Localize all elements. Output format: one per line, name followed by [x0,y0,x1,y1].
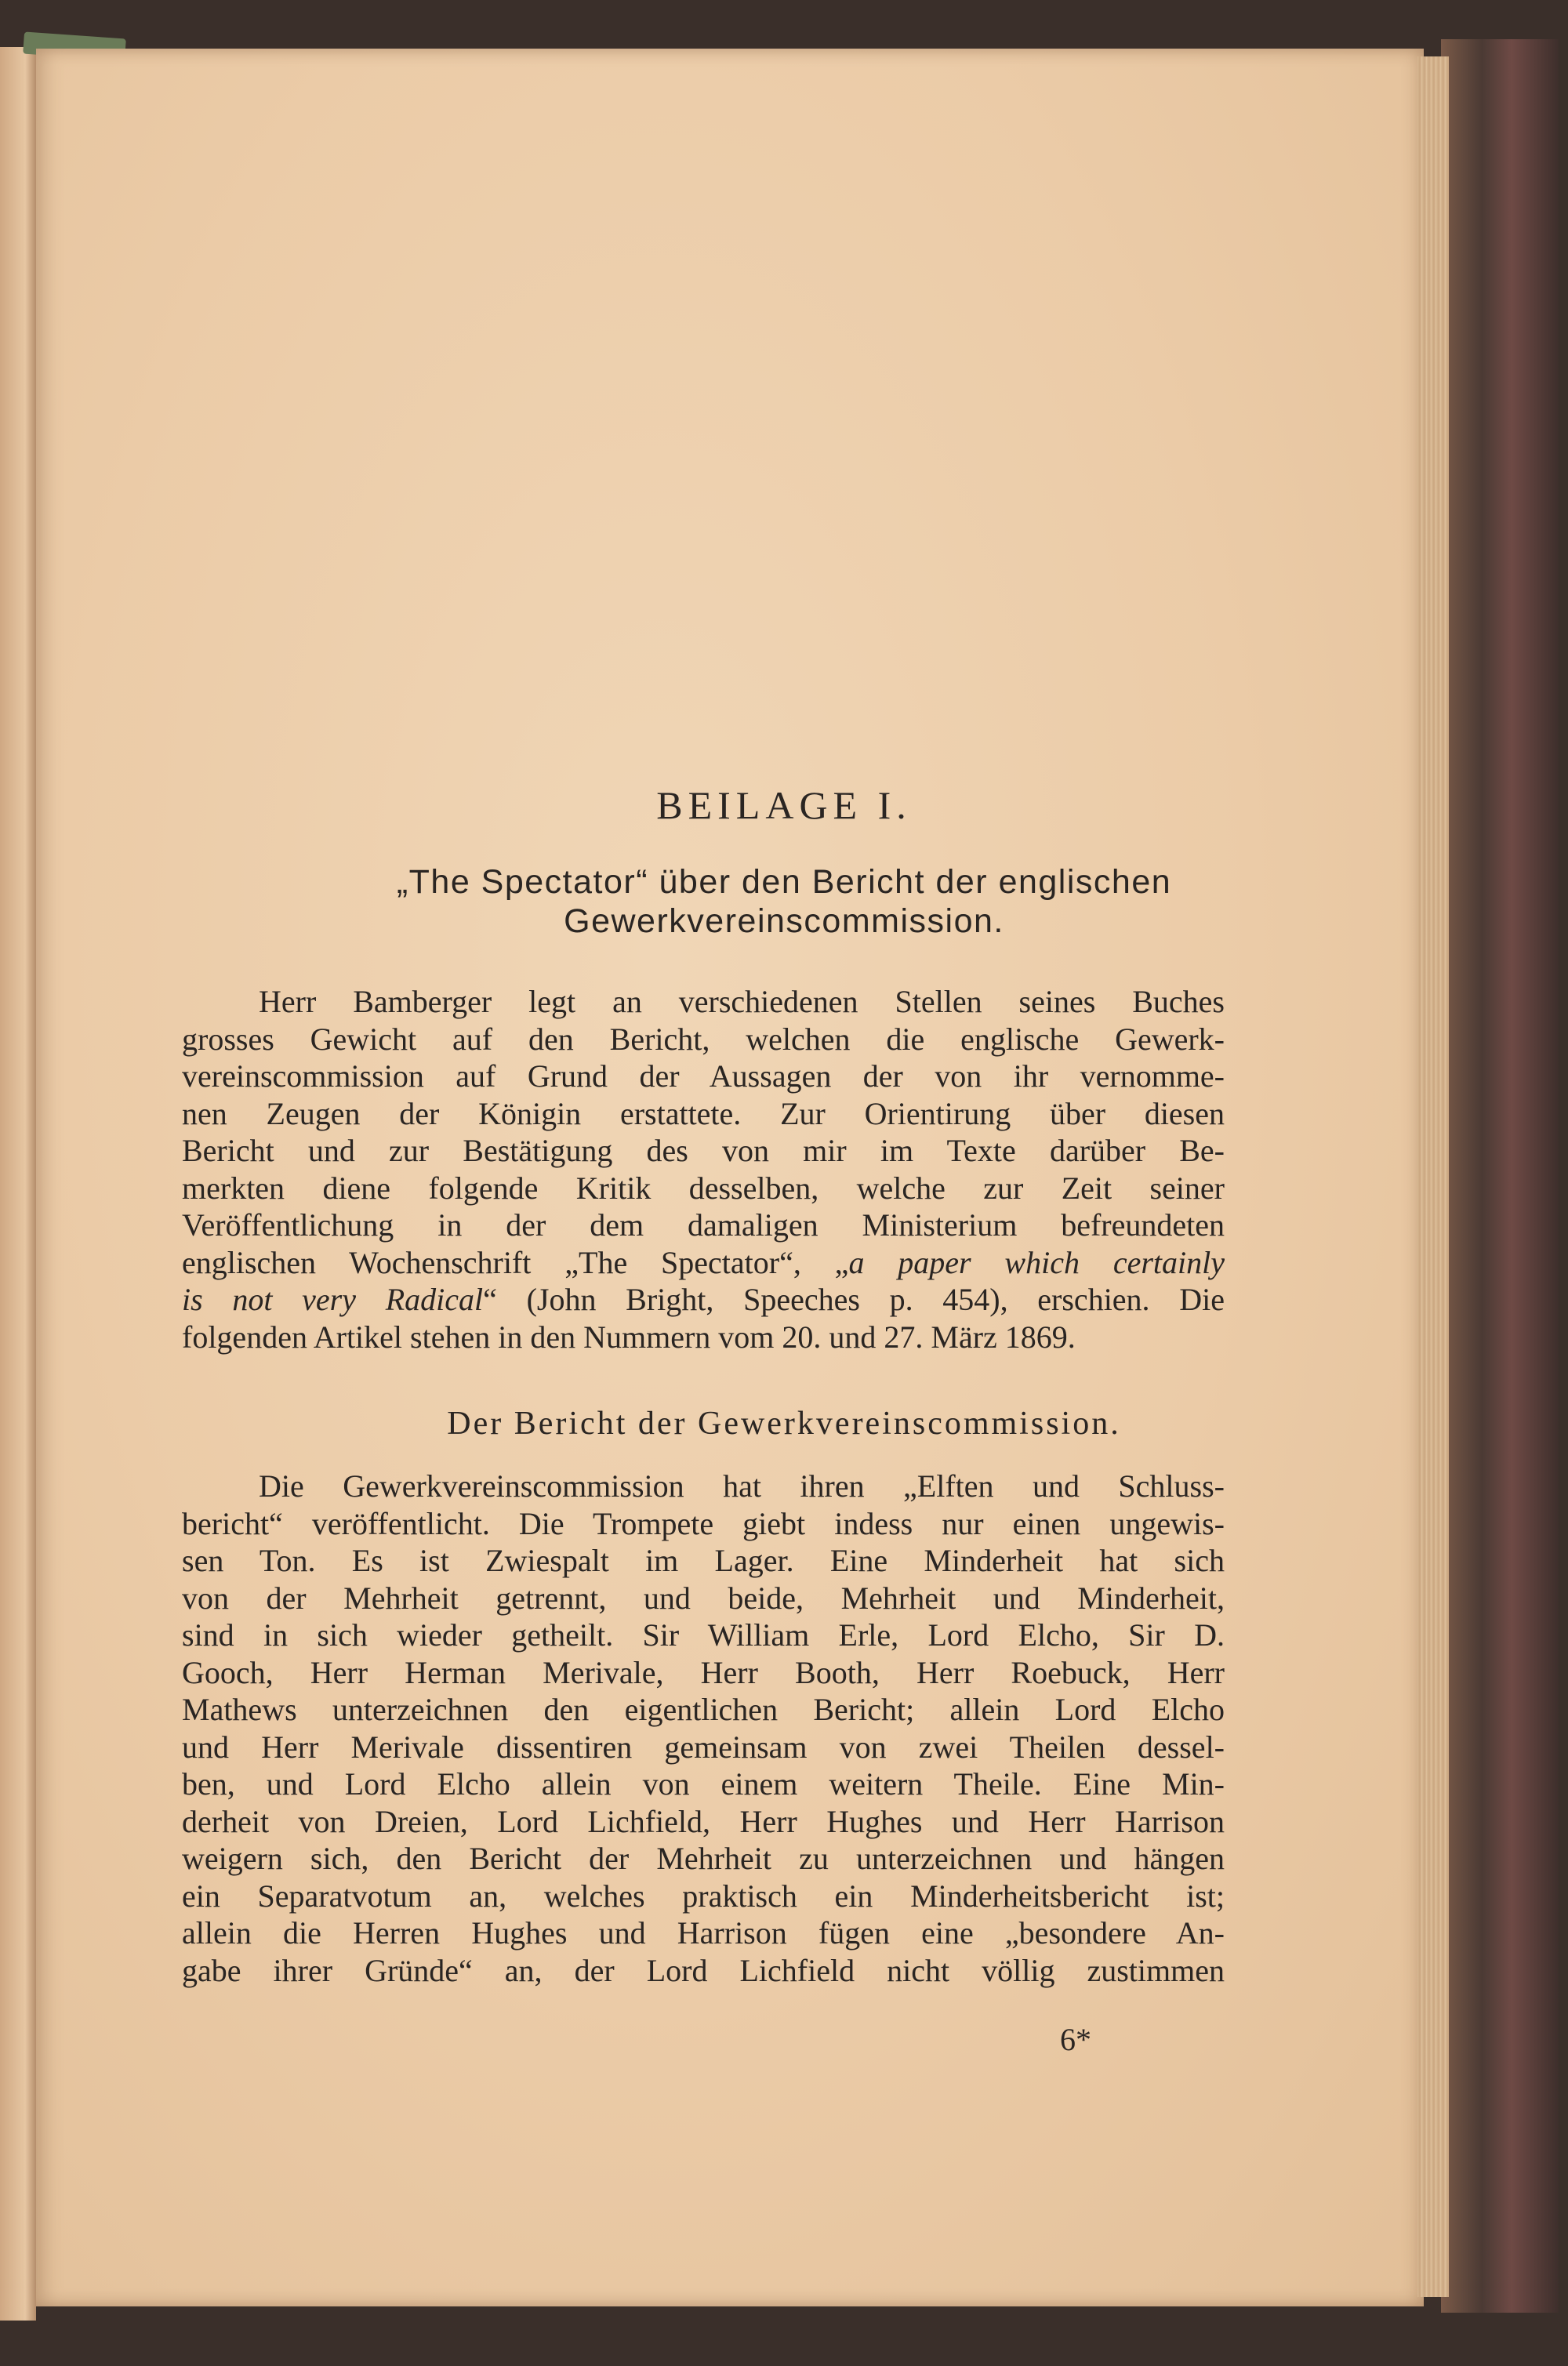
text-line: von der Mehrheit getrennt, und beide, Mehrheit und Minderheit, [182,1580,1225,1616]
text-line: ben, und Lord Elcho allein von einem weitern Theile. Eine Min- [182,1766,1225,1802]
text-line: merkten diene folgende Kritik desselben, welche zur Zeit seiner [182,1170,1225,1206]
page-block-edges [1417,56,1449,2297]
text-line: Die Gewerkvereinscommission hat ihren „Elften und Schluss- [259,1468,1225,1504]
text-line: vereinscommission auf Grund der Aussagen der von ihr vernomme- [182,1058,1225,1094]
book-cover-edge [1441,39,1559,2313]
text-line: sind in sich wieder getheilt. Sir William Erle, Lord Elcho, Sir D. [182,1617,1225,1653]
text-line: sen Ton. Es ist Zwiespalt im Lager. Eine Minderheit hat sich [182,1543,1225,1578]
body-paragraph [182,1468,1225,1989]
text-line: derheit von Dreien, Lord Lichfield, Herr Hughes und Herr Harrison [182,1803,1225,1839]
text-line: bericht“ veröffentlicht. Die Trompete giebt indess nur einen ungewis- [182,1505,1225,1541]
appendix-heading: BEILAGE I. [656,783,912,827]
text-line: Bericht und zur Bestätigung des von mir im Texte darüber Be- [182,1133,1225,1168]
facing-page-edge [0,47,36,2321]
text-line: Veröffentlichung in der dem damaligen Ministerium befreundeten [182,1207,1225,1243]
article-title-line-1: „The Spectator“ über den Bericht der englischen [396,863,1172,901]
text-segment: englischen Wochenschrift „The Spectator“, „ [182,1244,849,1280]
text-line: folgenden Artikel stehen in den Nummern vom 20. und 27. März 1869. [182,1319,1076,1355]
text-line: Gooch, Herr Herman Merivale, Herr Booth, Herr Roebuck, Herr [182,1654,1225,1690]
page-number: 6* [1060,2022,1091,2057]
section-heading: Der Bericht der Gewerkvereinscommission. [447,1406,1121,1442]
text-line: ein Separatvotum an, welches praktisch ein Minderheitsbericht ist; [182,1878,1225,1914]
text-line: nen Zeugen der Königin erstattete. Zur Orientirung über diesen [182,1095,1225,1131]
text-line: Herr Bamberger legt an verschiedenen Stellen seines Buches [259,984,1225,1019]
text-line: grosses Gewicht auf den Bericht, welchen die englische Gewerk- [182,1021,1225,1057]
text-line: und Herr Merivale dissentiren gemeinsam von zwei Theilen dessel- [182,1729,1225,1765]
italic-quote: is not very Radical [182,1282,484,1317]
text-segment: “ (John Bright, Speeches p. 454), erschien. Die [483,1282,1225,1317]
text-line: gabe ihrer Gründe“ an, der Lord Lichfield nicht völlig zustimmen [182,1952,1225,1988]
text-line: weigern sich, den Bericht der Mehrheit zu unterzeichnen und hängen [182,1841,1225,1876]
text-line: allein die Herren Hughes und Harrison fügen eine „besondere An- [182,1915,1225,1950]
intro-paragraph [182,983,1225,1355]
text-line: Mathews unterzeichnen den eigentlichen Bericht; allein Lord Elcho [182,1692,1225,1727]
text-line [182,1281,1225,1319]
article-title [0,862,1568,941]
text-line [182,1244,1225,1282]
article-title-line-2: Gewerkvereinscommission. [564,902,1004,940]
italic-quote: a paper which certainly [848,1244,1225,1280]
